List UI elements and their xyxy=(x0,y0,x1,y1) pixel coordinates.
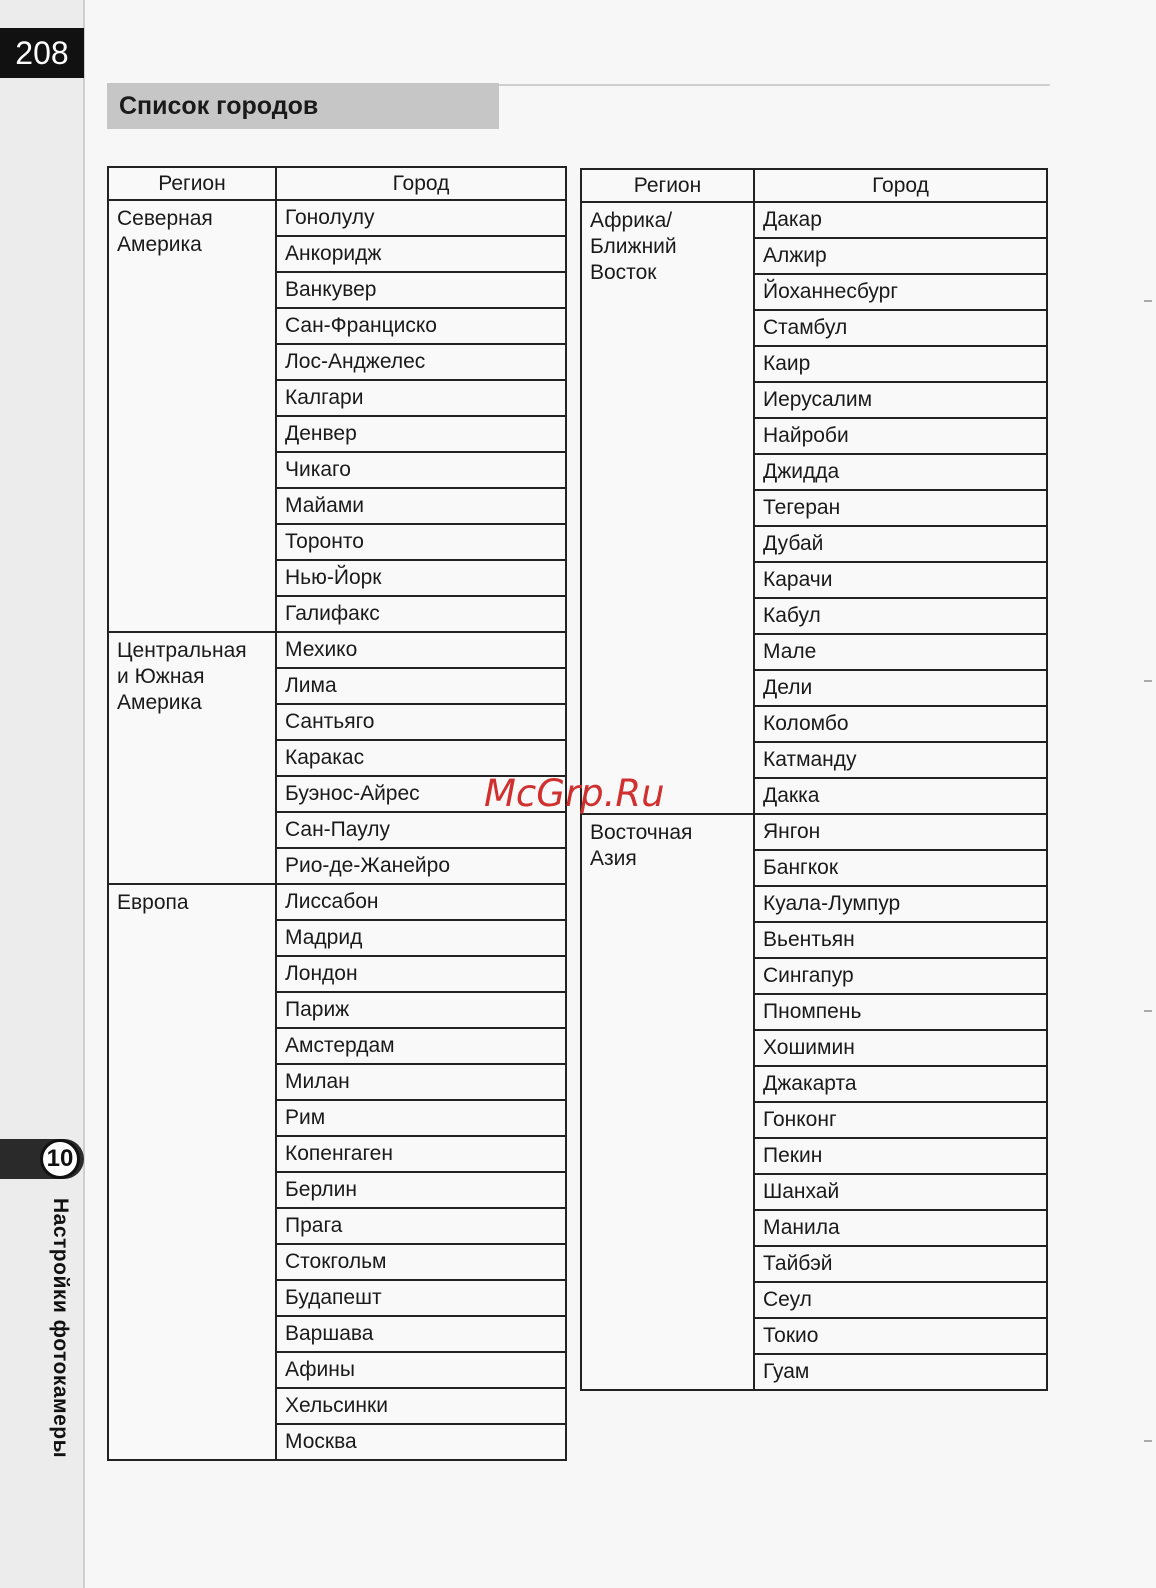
city-cell: Дубай xyxy=(754,526,1047,562)
city-cell: Янгон xyxy=(754,814,1047,850)
city-cell: Дели xyxy=(754,670,1047,706)
city-cell: Дакар xyxy=(754,202,1047,238)
city-cell: Буэнос-Айрес xyxy=(276,776,566,812)
city-cell: Гонолулу xyxy=(276,200,566,236)
city-cell: Лондон xyxy=(276,956,566,992)
city-cell: Джидда xyxy=(754,454,1047,490)
region-cell: Северная Америка xyxy=(108,200,276,632)
city-cell: Катманду xyxy=(754,742,1047,778)
city-cell: Алжир xyxy=(754,238,1047,274)
city-cell: Рим xyxy=(276,1100,566,1136)
city-cell: Мадрид xyxy=(276,920,566,956)
city-cell: Сантьяго xyxy=(276,704,566,740)
table-header-row xyxy=(581,169,1047,202)
table-row xyxy=(108,200,566,236)
city-cell: Тегеран xyxy=(754,490,1047,526)
city-cell: Сеул xyxy=(754,1282,1047,1318)
city-cell: Гуам xyxy=(754,1354,1047,1390)
city-cell: Анкоридж xyxy=(276,236,566,272)
city-cell: Калгари xyxy=(276,380,566,416)
city-column-header: Город xyxy=(754,169,1047,202)
city-cell: Тайбэй xyxy=(754,1246,1047,1282)
city-cell: Будапешт xyxy=(276,1280,566,1316)
city-cell: Мале xyxy=(754,634,1047,670)
city-cell: Мехико xyxy=(276,632,566,668)
region-cell: Центральная и Южная Америка xyxy=(108,632,276,884)
city-cell: Берлин xyxy=(276,1172,566,1208)
city-cell: Чикаго xyxy=(276,452,566,488)
city-cell: Каракас xyxy=(276,740,566,776)
margin-divider xyxy=(83,0,85,1588)
city-cell: Стокгольм xyxy=(276,1244,566,1280)
table-header-row xyxy=(108,167,566,200)
city-column-header: Город xyxy=(276,167,566,200)
table-row xyxy=(108,632,566,668)
city-cell: Сингапур xyxy=(754,958,1047,994)
region-column-header: Регион xyxy=(108,167,276,200)
page-number: 208 xyxy=(0,28,84,78)
city-cell: Рио-де-Жанейро xyxy=(276,848,566,884)
city-cell: Гонконг xyxy=(754,1102,1047,1138)
city-cell: Сан-Паулу xyxy=(276,812,566,848)
city-cell: Стамбул xyxy=(754,310,1047,346)
city-cell: Йоханнесбург xyxy=(754,274,1047,310)
table-row xyxy=(581,814,1047,850)
city-cell: Пномпень xyxy=(754,994,1047,1030)
city-cell: Шанхай xyxy=(754,1174,1047,1210)
section-title: Список городов xyxy=(107,83,499,129)
city-cell: Кабул xyxy=(754,598,1047,634)
edge-tick xyxy=(1144,1010,1152,1012)
city-cell: Копенгаген xyxy=(276,1136,566,1172)
city-cell: Бангкок xyxy=(754,850,1047,886)
region-cell: Африка/ Ближний Восток xyxy=(581,202,754,814)
city-cell: Пекин xyxy=(754,1138,1047,1174)
city-cell: Джакарта xyxy=(754,1066,1047,1102)
city-cell: Милан xyxy=(276,1064,566,1100)
chapter-number-badge: 10 xyxy=(40,1139,80,1179)
city-cell: Торонто xyxy=(276,524,566,560)
city-cell: Карачи xyxy=(754,562,1047,598)
city-cell: Лиссабон xyxy=(276,884,566,920)
region-column-header: Регион xyxy=(581,169,754,202)
city-cell: Галифакс xyxy=(276,596,566,632)
city-cell: Нью-Йорк xyxy=(276,560,566,596)
edge-tick xyxy=(1144,300,1152,302)
city-cell: Варшава xyxy=(276,1316,566,1352)
table-row xyxy=(581,202,1047,238)
city-cell: Прага xyxy=(276,1208,566,1244)
watermark: McGrp.Ru xyxy=(484,772,665,815)
region-cell: Европа xyxy=(108,884,276,1460)
city-cell: Москва xyxy=(276,1424,566,1460)
title-rule xyxy=(499,84,1050,86)
city-cell: Лос-Анджелес xyxy=(276,344,566,380)
chapter-label: Настройки фотокамеры xyxy=(49,1198,72,1459)
city-cell: Манила xyxy=(754,1210,1047,1246)
edge-tick xyxy=(1144,680,1152,682)
table-row xyxy=(108,884,566,920)
city-cell: Иерусалим xyxy=(754,382,1047,418)
city-cell: Найроби xyxy=(754,418,1047,454)
edge-tick xyxy=(1144,1440,1152,1442)
city-cell: Амстердам xyxy=(276,1028,566,1064)
city-cell: Сан-Франциско xyxy=(276,308,566,344)
city-cell: Ванкувер xyxy=(276,272,566,308)
city-cell: Куала-Лумпур xyxy=(754,886,1047,922)
city-cell: Коломбо xyxy=(754,706,1047,742)
city-cell: Лима xyxy=(276,668,566,704)
city-cell: Афины xyxy=(276,1352,566,1388)
city-cell: Майами xyxy=(276,488,566,524)
city-cell: Токио xyxy=(754,1318,1047,1354)
city-cell: Хошимин xyxy=(754,1030,1047,1066)
city-cell: Хельсинки xyxy=(276,1388,566,1424)
city-cell: Вьентьян xyxy=(754,922,1047,958)
city-cell: Дакка xyxy=(754,778,1047,814)
city-cell: Париж xyxy=(276,992,566,1028)
region-cell: Восточная Азия xyxy=(581,814,754,1390)
city-cell: Каир xyxy=(754,346,1047,382)
city-cell: Денвер xyxy=(276,416,566,452)
